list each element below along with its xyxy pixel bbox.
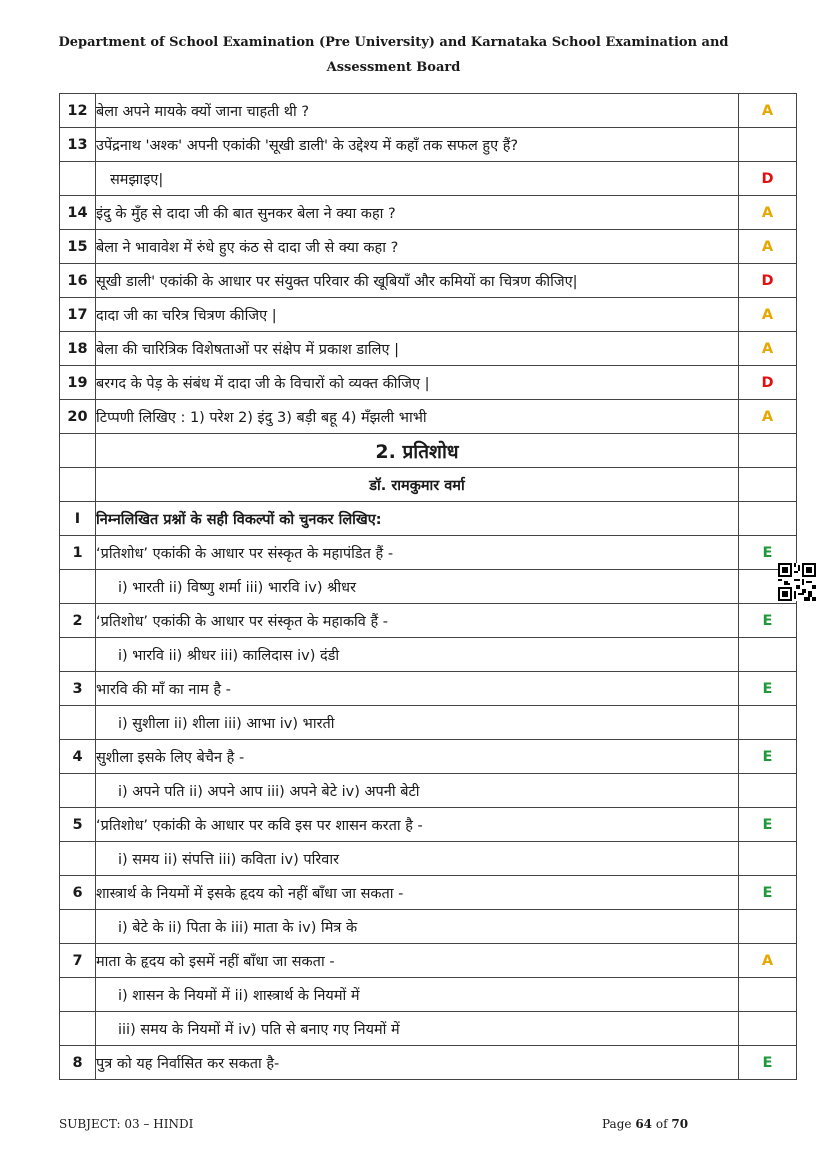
table-row bbox=[60, 740, 797, 774]
table-row bbox=[60, 230, 797, 264]
difficulty-level bbox=[739, 468, 797, 502]
difficulty-level: A bbox=[739, 196, 797, 230]
question-text: पुत्र को यह निर्वासित कर सकता है- bbox=[96, 1046, 739, 1080]
difficulty-level: E bbox=[739, 876, 797, 910]
answer-options: i) बेटे के ii) पिता के iii) माता के iv) मित्र के bbox=[96, 910, 739, 944]
table-row bbox=[60, 808, 797, 842]
question-number: 1 bbox=[60, 536, 96, 570]
answer-options: i) भारती ii) विष्णु शर्मा iii) भारवि iv) श्रीधर bbox=[96, 570, 739, 604]
table-row bbox=[60, 842, 797, 876]
question-number: 15 bbox=[60, 230, 96, 264]
question-number: 17 bbox=[60, 298, 96, 332]
question-text: शास्त्रार्थ के नियमों में इसके हृदय को नहीं बाँधा जा सकता - bbox=[96, 876, 739, 910]
header-line-1: Department of School Examination (Pre University) and Karnataka School Examination and bbox=[58, 35, 729, 50]
table-row bbox=[60, 400, 797, 434]
question-text: उपेंद्रनाथ 'अश्क' अपनी एकांकी 'सूखी डाली' के उद्देश्य में कहाँ तक सफल हुए हैं? bbox=[96, 128, 739, 162]
table-row bbox=[60, 978, 797, 1012]
difficulty-level: A bbox=[739, 400, 797, 434]
question-text: ‘प्रतिशोध’ एकांकी के आधार पर संस्कृत के महापंडित हैं - bbox=[96, 536, 739, 570]
question-number: 19 bbox=[60, 366, 96, 400]
difficulty-level bbox=[739, 1012, 797, 1046]
table-row bbox=[60, 1012, 797, 1046]
question-text: बेला की चारित्रिक विशेषताओं पर संक्षेप में प्रकाश डालिए | bbox=[96, 332, 739, 366]
difficulty-level: D bbox=[739, 264, 797, 298]
difficulty-level bbox=[739, 978, 797, 1012]
difficulty-level: E bbox=[739, 536, 797, 570]
question-number bbox=[60, 842, 96, 876]
table-row bbox=[60, 196, 797, 230]
table-row bbox=[60, 434, 797, 468]
table-row bbox=[60, 332, 797, 366]
table-row bbox=[60, 162, 797, 196]
question-number bbox=[60, 570, 96, 604]
question-number: 8 bbox=[60, 1046, 96, 1080]
question-text: इंदु के मुँह से दादा जी की बात सुनकर बेला ने क्या कहा ? bbox=[96, 196, 739, 230]
table-row bbox=[60, 502, 797, 536]
question-number: 7 bbox=[60, 944, 96, 978]
table-row bbox=[60, 1046, 797, 1080]
difficulty-level: E bbox=[739, 740, 797, 774]
table-row bbox=[60, 468, 797, 502]
difficulty-level: A bbox=[739, 230, 797, 264]
difficulty-level bbox=[739, 774, 797, 808]
table-row bbox=[60, 774, 797, 808]
question-number: 13 bbox=[60, 128, 96, 162]
question-text: बेला ने भावावेश में रुंधे हुए कंठ से दादा जी से क्या कहा ? bbox=[96, 230, 739, 264]
question-number: I bbox=[60, 502, 96, 536]
answer-options: i) समय ii) संपत्ति iii) कविता iv) परिवार bbox=[96, 842, 739, 876]
question-number: 3 bbox=[60, 672, 96, 706]
page-prefix: Page bbox=[602, 1117, 632, 1131]
question-text: ‘प्रतिशोध’ एकांकी के आधार पर कवि इस पर शासन करता है - bbox=[96, 808, 739, 842]
answer-options: i) भारवि ii) श्रीधर iii) कालिदास iv) दंडी bbox=[96, 638, 739, 672]
difficulty-level bbox=[739, 502, 797, 536]
difficulty-level bbox=[739, 638, 797, 672]
difficulty-level bbox=[739, 128, 797, 162]
question-text: माता के हृदय को इसमें नहीं बाँधा जा सकता - bbox=[96, 944, 739, 978]
question-text: बेला अपने मायके क्यों जाना चाहती थी ? bbox=[96, 94, 739, 128]
answer-options: i) अपने पति ii) अपने आप iii) अपने बेटे iv) अपनी बेटी bbox=[96, 774, 739, 808]
question-number: 14 bbox=[60, 196, 96, 230]
question-table-body bbox=[60, 94, 797, 1080]
question-number bbox=[60, 162, 96, 196]
question-text: सुशीला इसके लिए बेचैन है - bbox=[96, 740, 739, 774]
qr-code-icon bbox=[778, 563, 816, 601]
header-line-2: Assessment Board bbox=[326, 60, 461, 75]
question-text: ‘प्रतिशोध’ एकांकी के आधार पर संस्कृत के महाकवि हैं - bbox=[96, 604, 739, 638]
question-number: 16 bbox=[60, 264, 96, 298]
footer-page-number bbox=[602, 1117, 688, 1131]
answer-options: i) सुशीला ii) शीला iii) आभा iv) भारती bbox=[96, 706, 739, 740]
question-number: 6 bbox=[60, 876, 96, 910]
question-text: दादा जी का चरित्र चित्रण कीजिए | bbox=[96, 298, 739, 332]
answer-options: i) शासन के नियमों में ii) शास्त्रार्थ के नियमों में bbox=[96, 978, 739, 1012]
footer-subject: SUBJECT: 03 – HINDI bbox=[59, 1117, 194, 1131]
table-row bbox=[60, 706, 797, 740]
question-number bbox=[60, 774, 96, 808]
question-number bbox=[60, 910, 96, 944]
question-text: टिप्पणी लिखिए : 1) परेश 2) इंदु 3) बड़ी बहू 4) मँझली भाभी bbox=[96, 400, 739, 434]
table-row bbox=[60, 944, 797, 978]
table-row bbox=[60, 128, 797, 162]
question-number: 5 bbox=[60, 808, 96, 842]
table-row bbox=[60, 264, 797, 298]
difficulty-level: A bbox=[739, 944, 797, 978]
table-row bbox=[60, 94, 797, 128]
difficulty-level: E bbox=[739, 604, 797, 638]
table-row bbox=[60, 910, 797, 944]
difficulty-level bbox=[739, 842, 797, 876]
page-of: of bbox=[655, 1117, 668, 1131]
difficulty-level: A bbox=[739, 332, 797, 366]
difficulty-level: A bbox=[739, 94, 797, 128]
difficulty-level: E bbox=[739, 672, 797, 706]
question-number bbox=[60, 1012, 96, 1046]
difficulty-level: A bbox=[739, 298, 797, 332]
table-row bbox=[60, 366, 797, 400]
question-table bbox=[59, 93, 797, 1080]
difficulty-level: D bbox=[739, 366, 797, 400]
table-row bbox=[60, 570, 797, 604]
question-text: समझाइए| bbox=[96, 162, 739, 196]
page-total: 70 bbox=[671, 1117, 689, 1131]
question-number bbox=[60, 706, 96, 740]
question-text: निम्नलिखित प्रश्नों के सही विकल्पों को चुनकर लिखिए: bbox=[96, 502, 739, 536]
question-number: 2 bbox=[60, 604, 96, 638]
difficulty-level bbox=[739, 706, 797, 740]
difficulty-level bbox=[739, 910, 797, 944]
question-number bbox=[60, 638, 96, 672]
table-row bbox=[60, 298, 797, 332]
table-row bbox=[60, 536, 797, 570]
question-number: 12 bbox=[60, 94, 96, 128]
difficulty-level: E bbox=[739, 1046, 797, 1080]
question-text: सूखी डाली' एकांकी के आधार पर संयुक्त परिवार की खूबियाँ और कमियों का चित्रण कीजिए| bbox=[96, 264, 739, 298]
question-number: 4 bbox=[60, 740, 96, 774]
table-row bbox=[60, 672, 797, 706]
page-current: 64 bbox=[635, 1117, 653, 1131]
document-header bbox=[40, 30, 747, 80]
question-number bbox=[60, 434, 96, 468]
table-row bbox=[60, 638, 797, 672]
table-row bbox=[60, 876, 797, 910]
difficulty-level bbox=[739, 434, 797, 468]
lesson-title: 2. प्रतिशोध bbox=[96, 434, 739, 468]
question-number bbox=[60, 978, 96, 1012]
question-text: बरगद के पेड़ के संबंध में दादा जी के विचारों को व्यक्त कीजिए | bbox=[96, 366, 739, 400]
question-number: 20 bbox=[60, 400, 96, 434]
question-text: भारवि की माँ का नाम है - bbox=[96, 672, 739, 706]
table-row bbox=[60, 604, 797, 638]
question-number: 18 bbox=[60, 332, 96, 366]
difficulty-level: D bbox=[739, 162, 797, 196]
answer-options: iii) समय के नियमों में iv) पति से बनाए गए नियमों में bbox=[96, 1012, 739, 1046]
lesson-author: डॉ. रामकुमार वर्मा bbox=[96, 468, 739, 502]
question-number bbox=[60, 468, 96, 502]
difficulty-level: E bbox=[739, 808, 797, 842]
